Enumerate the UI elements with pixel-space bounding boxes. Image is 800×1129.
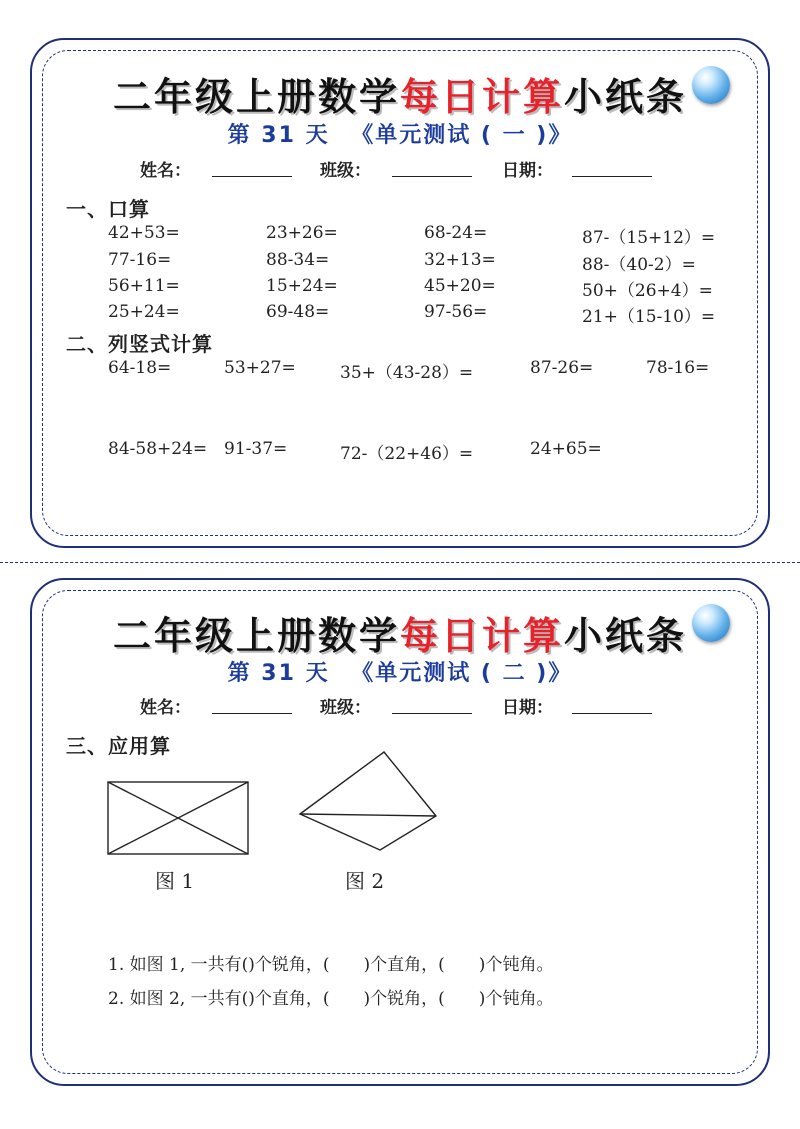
date-blank[interactable] [572, 176, 652, 177]
vertical-problem: 72-（22+46）= [340, 444, 474, 464]
oral-problem: 88-34= [266, 250, 330, 270]
class-label: 班级： [320, 698, 371, 718]
oral-problem: 56+11= [108, 276, 180, 296]
section-1-heading: 一、口算 [66, 197, 150, 221]
day-label: 第 31 天 [227, 123, 330, 148]
blue-orb-icon [692, 604, 730, 642]
date-label: 日期： [502, 161, 553, 181]
oral-problem: 97-56= [424, 302, 488, 322]
oral-problem: 69-48= [266, 302, 330, 322]
oral-problem: 23+26= [266, 223, 338, 243]
oral-problem: 77-16= [108, 250, 172, 270]
oral-problem: 21+（15-10）= [582, 307, 716, 327]
oral-problem: 32+13= [424, 250, 496, 270]
card-1-title: 二年级上册数学每日计算小纸条 [112, 75, 688, 119]
vertical-problem: 84-58+24= [108, 439, 208, 459]
oral-problem: 50+（26+4）= [582, 281, 713, 301]
vertical-problem: 35+（43-28）= [340, 363, 474, 383]
card-1-subtitle [0, 118, 800, 149]
name-blank[interactable] [212, 713, 292, 714]
vertical-problem: 87-26= [530, 358, 594, 378]
class-blank[interactable] [392, 713, 472, 714]
class-blank[interactable] [392, 176, 472, 177]
test-label: 《单元测试 ( 一 )》 [351, 123, 573, 148]
name-blank[interactable] [212, 176, 292, 177]
card-2-title: 二年级上册数学每日计算小纸条 [112, 614, 688, 658]
figure-2-quadrilateral-diagram [296, 748, 440, 854]
name-label: 姓名： [140, 161, 191, 181]
name-label: 姓名： [140, 698, 191, 718]
vertical-problem: 24+65= [530, 439, 602, 459]
figure-2-quadrilateral [300, 752, 436, 850]
cut-line-divider [0, 562, 800, 563]
vertical-problem: 91-37= [224, 439, 288, 459]
test-label: 《单元测试 ( 二 )》 [351, 661, 573, 686]
oral-problem: 25+24= [108, 302, 180, 322]
date-label: 日期： [502, 698, 553, 718]
blue-orb-icon [692, 66, 730, 104]
oral-problem: 87-（15+12）= [582, 228, 716, 248]
section-2-heading: 二、列竖式计算 [66, 332, 213, 356]
class-label: 班级： [320, 161, 371, 181]
vertical-problem: 53+27= [224, 358, 296, 378]
vertical-problem: 78-16= [646, 358, 710, 378]
date-blank[interactable] [572, 713, 652, 714]
vertical-problem: 64-18= [108, 358, 172, 378]
question-2: 2. 如图 2, 一共有()个直角，( )个锐角，( )个钝角。 [108, 989, 554, 1009]
oral-problem: 45+20= [424, 276, 496, 296]
oral-problem: 68-24= [424, 223, 488, 243]
oral-problem: 42+53= [108, 223, 180, 243]
figure-2-diagonal [300, 814, 436, 816]
section-3-heading: 三、应用算 [66, 734, 171, 758]
figure-1-caption: 图 1 [155, 869, 195, 893]
oral-problem: 88-（40-2）= [582, 255, 696, 275]
oral-problem: 15+24= [266, 276, 338, 296]
question-1: 1. 如图 1, 一共有()个锐角，( )个直角，( )个钝角。 [108, 955, 554, 975]
figure-1-rectangle-diagrams [106, 780, 250, 856]
day-label: 第 31 天 [227, 661, 330, 686]
figure-2-caption: 图 2 [345, 869, 385, 893]
card-2-subtitle [0, 656, 800, 687]
